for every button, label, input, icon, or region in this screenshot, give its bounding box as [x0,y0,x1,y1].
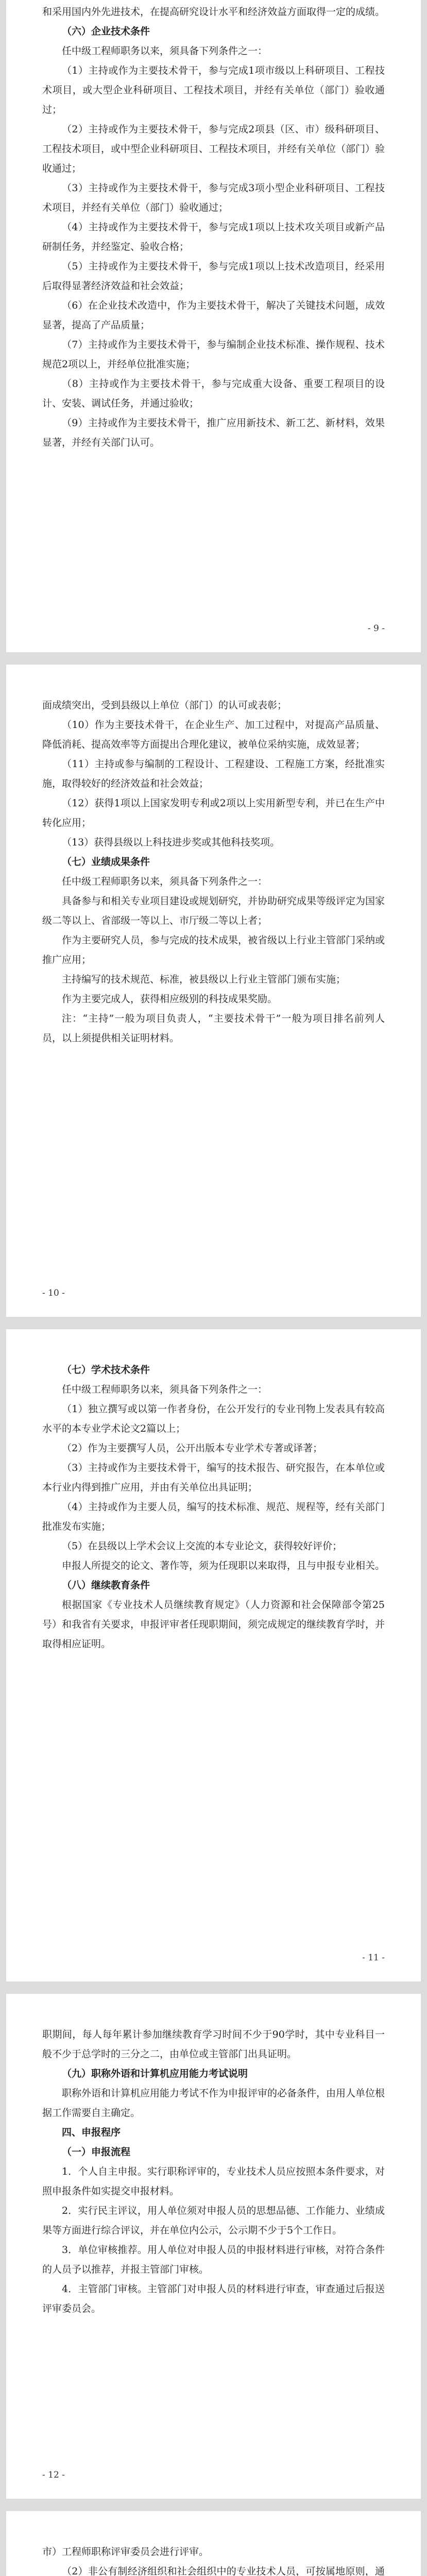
body-paragraph: （1）独立撰写或以第一作者身份，在公开发行的专业刊物上发表具有较高水平的本专业学术论文2篇以上； [42,1403,385,1434]
body-paragraph: （2）非公有制经济组织和社会组织中的专业技术人员，可按属地原则，通 [62,2566,385,2576]
page-content [42,1329,385,1654]
body-paragraph: （5）主持或作为主要技术骨干，参与完成1项以上技术改造项目，经采用后取得显著经济效益和社会效益； [42,261,385,292]
body-paragraph: （2）主持或作为主要技术骨干，参与完成2项县（区、市）级科研项目、工程技术项目，或中型企业科研项目、工程技术项目，并经有关单位（部门）验收通过； [42,124,385,174]
body-paragraph: 主持编写的技术规范、标准，被县级以上行业主管部门颁布实施； [62,974,346,985]
page-content [42,2511,385,2576]
document-page [6,2511,421,2576]
document-page [6,665,421,1317]
body-paragraph: 职称外语和计算机应用能力考试不作为申报评审的必备条件，由用人单位根据工作需要自主确定。 [42,2088,385,2119]
page-number: - 12 - [42,2470,65,2480]
body-paragraph: 1．个人自主申报。实行职称评审的，专业技术人员应按照本条件要求，对照申报条件如实提交申报材料。 [42,2166,385,2197]
body-paragraph: （2）作为主要撰写人员，公开出版本专业学术专著或译著； [62,1443,323,1454]
document-page [6,0,421,652]
body-paragraph: （3）主持或作为主要技术骨干，参与完成3项小型企业科研项目、工程技术项目，并经有关单位（部门）验收通过； [42,182,385,213]
body-paragraph: （6）在企业技术改造中，作为主要技术骨干，解决了关键技术问题，成效显著，提高了产品质量； [42,300,385,331]
section-heading: （七）业绩成果条件 [62,856,150,868]
body-paragraph: 具备参与和相关专业项目建设或规划研究，并协助研究成果等级评定为国家级二等以上、省部级一等以上、市厅级二等以上者； [42,895,385,926]
page-number: - 10 - [42,1288,65,1298]
page-content [42,0,385,452]
body-paragraph: 3．单位审核推荐。用人单位对申报人员的申报材料进行审核，对符合条件的人员予以推荐，并报主管部门审核。 [42,2244,385,2275]
body-paragraph: 面成绩突出，受到县级以上单位（部门）的认可或表彰； [42,700,287,711]
section-heading: （七）学术技术条件 [62,1364,150,1376]
section-heading: 四、申报程序 [62,2127,121,2138]
document-page [6,1329,421,1981]
body-paragraph: 任中级工程师职务以来，须具备下列条件之一： [62,45,268,57]
body-paragraph: （9）主持或作为主要技术骨干，推广应用新技术、新工艺、新材料，效果显著，并经有关部门认可。 [42,417,385,448]
body-paragraph: （5）在县级以上学术会议上交流的本专业论文，获得较好评价； [62,1540,343,1552]
body-paragraph: 市）工程师职称评审委员会进行评审。 [42,2546,209,2557]
body-paragraph: （8）主持或作为主要技术骨干，参与完成重大设备、重要工程项目的设计、安装、调试任务，并通过验收； [42,378,385,409]
page-number: - 9 - [367,623,385,634]
body-paragraph: 注：“主持”一般为项目负责人，“主要技术骨干”一般为项目排名前列人员，以上须提供相关证明材料。 [42,1013,385,1044]
body-paragraph: 作为主要研究人员，参与完成的技术成果，被省级以上行业主管部门采纳或推广应用； [42,935,385,965]
body-paragraph: 作为主要完成人，获得相应级别的科技成果奖励。 [62,993,278,1005]
body-paragraph: 根据国家《专业技术人员继续教育规定》（人力资源和社会保障部令第25号）和我省有关要求，申报评审者任现职期间，须完成规定的继续教育学时，并取得相应证明。 [42,1599,385,1650]
body-paragraph: （4）主持或作为主要技术骨干，参与完成1项以上技术攻关项目或新产品研制任务，并经鉴定、验收合格； [42,222,385,252]
section-heading: （八）继续教育条件 [62,1580,150,1591]
section-heading: （九）职称外语和计算机应用能力考试说明 [62,2068,248,2079]
body-paragraph: 4．主管部门审核。主管部门对申报人员的材料进行审查，审查通过后报送评审委员会。 [42,2283,385,2314]
body-paragraph: （10）作为主要技术骨干，在企业生产、加工过程中，对提高产品质量、降低消耗、提高效率等方面提出合理化建议，被单位采纳实施，成效显著； [42,719,385,750]
body-paragraph: 职期间，每人每年累计参加继续教育学习时间不少于90学时，其中专业科目一般不少于总学时的三分之二，由单位或主管部门出具证明。 [42,2029,385,2060]
page-number: - 11 - [362,1953,385,1963]
body-paragraph: 任中级工程师职务以来，须具备下列条件之一： [62,876,268,887]
body-paragraph: （12）获得1项以上国家发明专利或2项以上实用新型专利，并已在生产中转化应用； [42,798,385,828]
page-content [42,1994,385,2318]
section-heading: （一）申报流程 [62,2146,131,2158]
body-paragraph: 任中级工程师职务以来，须具备下列条件之一： [62,1384,268,1395]
body-paragraph: （3）主持或作为主要技术骨干，编写的技术报告、研究报告，在本单位或本行业内得到推广应用，并由有关单位出具证明； [42,1462,385,1493]
body-paragraph: （13）获得县级以上科技进步奖或其他科技奖项。 [62,837,280,848]
body-paragraph: （4）主持或作为主要人员，编写的技术标准、规范、规程等，经有关部门批准发布实施； [42,1501,385,1532]
document-page [6,1994,421,2499]
body-paragraph: （11）主持或参与编制的工程设计、工程建设、工程施工方案，经批准实施，取得较好的经济效益和社会效益； [42,758,385,789]
body-paragraph: 2．实行民主评议，用人单位须对申报人员的思想品德、工作能力、业绩成果等方面进行综合评议，并在单位内公示，公示期不少于5个工作日。 [42,2205,385,2236]
body-paragraph: （7）主持或作为主要技术骨干，参与编制企业技术标准、操作规程、技术规范2项以上，并经单位批准实施； [42,339,385,370]
body-paragraph: 申报人所提交的论文、著作等，须为任现职以来取得，且与申报专业相关。 [62,1560,385,1571]
body-paragraph: 和采用国内外先进技术，在提高研究设计水平和经济效益方面取得一定的成绩。 [42,6,385,18]
section-heading: （六）企业技术条件 [62,26,150,37]
body-paragraph: （1）主持或作为主要技术骨干，参与完成1项市级以上科研项目、工程技术项目，或大型企业科研项目、工程技术项目，并经有关单位（部门）验收通过； [42,65,385,115]
page-content [42,665,385,1048]
